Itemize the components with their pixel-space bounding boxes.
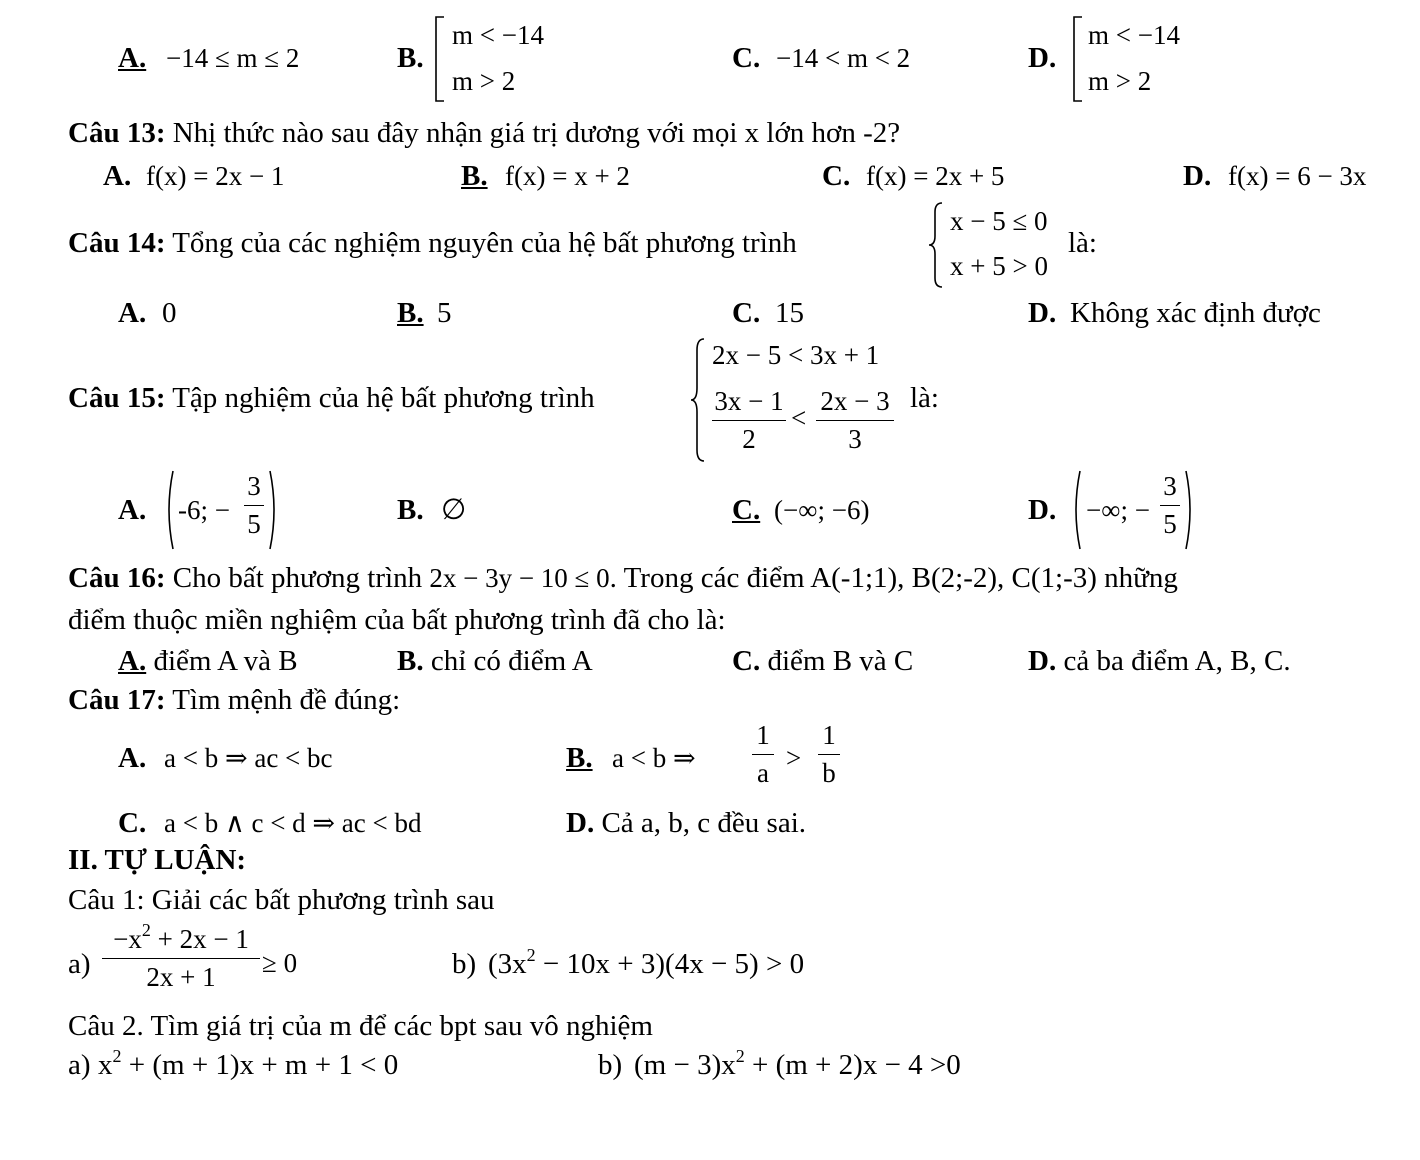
q13-option-a-label: A. bbox=[103, 160, 132, 192]
q17-option-a-text: a < b ⇒ ac < bc bbox=[164, 743, 333, 773]
q15-option-d-numerator: 3 bbox=[1163, 471, 1177, 501]
q15-option-c-text: (−∞; −6) bbox=[774, 495, 870, 525]
q17-option-c-label: C. bbox=[118, 807, 147, 839]
q16-option-d-label: D. bbox=[1028, 645, 1057, 677]
q16-option-b-text: chỉ có điểm A bbox=[430, 645, 593, 677]
essay-q1b-expression: $(3x^2 - 10x + 3)(4x - 5) > 0$ bbox=[488, 945, 805, 980]
q15-option-d-fraction bbox=[1160, 473, 1180, 538]
q16-stem-line2: điểm thuộc miền nghiệm của bất phương trình đã cho là: bbox=[68, 604, 726, 636]
q15-text: Tập nghiệm của hệ bất phương trình bbox=[172, 382, 595, 414]
essay-heading: II. TỰ LUẬN: bbox=[68, 844, 247, 876]
q13-option-c-label: C. bbox=[822, 160, 851, 192]
q14-system-brace bbox=[928, 202, 944, 288]
q15-option-b-text: ∅ bbox=[441, 494, 467, 526]
q16-option-d-text: cả ba điểm A, B, C. bbox=[1063, 645, 1291, 677]
essay-q2b-label: b) bbox=[598, 1049, 623, 1081]
q13-option-c-text: f(x) = 2x + 5 bbox=[866, 161, 1005, 191]
q13-text: Nhị thức nào sau đây nhận giá trị dương với mọi x lớn hơn -2? bbox=[172, 117, 901, 149]
q17-option-a-label: A. bbox=[118, 742, 147, 774]
q16-option-c-text: điểm B và C bbox=[767, 645, 914, 677]
q16-title: Câu 16: bbox=[68, 562, 166, 594]
q12-option-b-label: B. bbox=[397, 42, 424, 74]
q12-option-d-line1: m < −14 bbox=[1088, 20, 1180, 50]
q15-option-d-right-paren bbox=[1184, 470, 1196, 550]
q16-option-c bbox=[732, 647, 913, 676]
q15-option-d-left: −∞; − bbox=[1086, 495, 1150, 525]
q15-option-d-denominator: 5 bbox=[1163, 509, 1177, 539]
q15-relation: < bbox=[791, 403, 807, 433]
essay-q2b-expression: $(m - 3)x^2 + (m + 2)x - 4 >0$ bbox=[634, 1046, 961, 1081]
q15-option-b-label: B. bbox=[397, 494, 424, 526]
q15-option-a-right-paren bbox=[268, 470, 280, 550]
q13-option-d-label: D. bbox=[1183, 160, 1212, 192]
q12-option-d-line2: m > 2 bbox=[1088, 66, 1152, 96]
q12-option-c-label: C. bbox=[732, 42, 761, 74]
q13-option-d-text: f(x) = 6 − 3x bbox=[1228, 161, 1367, 191]
q17-option-b-fraction-1 bbox=[752, 722, 774, 787]
q17-option-c-text: a < b ∧ c < d ⇒ ac < bd bbox=[164, 808, 422, 838]
q12-option-c-text: −14 < m < 2 bbox=[776, 43, 911, 73]
essay-q1-title: Câu 1: Giải các bất phương trình sau bbox=[68, 884, 495, 916]
q15-stem bbox=[68, 384, 595, 413]
essay-q1a-relation: ≥ 0 bbox=[262, 948, 298, 978]
q16-inequality: 2x − 3y − 10 ≤ 0 bbox=[429, 563, 610, 593]
q15-fraction-1-denominator: 2 bbox=[742, 424, 756, 454]
q15-fraction-2 bbox=[816, 388, 894, 453]
q15-fraction-1-numerator: 3x − 1 bbox=[714, 386, 784, 416]
essay-q1b-label: b) bbox=[452, 948, 477, 980]
q15-title: Câu 15: bbox=[68, 382, 166, 414]
essay-q2a-expression: $x^2 + (m + 1)x + m + 1 < 0$ bbox=[98, 1046, 399, 1081]
q16-option-c-label: C. bbox=[732, 645, 761, 677]
q14-system-line2: x + 5 > 0 bbox=[950, 251, 1048, 281]
q14-option-c-text: 15 bbox=[775, 297, 804, 329]
q17-option-b-relation: > bbox=[786, 743, 802, 773]
q17-option-b-denominator-1: a bbox=[757, 758, 769, 788]
q13-title: Câu 13: bbox=[68, 117, 166, 149]
q17-title: Câu 17: bbox=[68, 684, 166, 716]
q16-option-a-label: A. bbox=[118, 645, 147, 677]
q14-option-d-text: Không xác định được bbox=[1070, 297, 1321, 329]
q14-option-d-label: D. bbox=[1028, 297, 1057, 329]
q14-option-b-text: 5 bbox=[437, 297, 452, 329]
q17-option-b-fraction-2 bbox=[818, 722, 840, 787]
q16-option-b bbox=[397, 647, 593, 676]
q13-option-b-label: B. bbox=[461, 160, 488, 192]
essay-q1a-label: a) bbox=[68, 948, 91, 980]
q17-option-b-numerator-1: 1 bbox=[756, 720, 770, 750]
q12-option-b-line1: m < −14 bbox=[452, 20, 544, 50]
q15-suffix: là: bbox=[910, 382, 939, 414]
q15-option-a-denominator: 5 bbox=[247, 509, 261, 539]
q13-option-b-text: f(x) = x + 2 bbox=[505, 161, 630, 191]
q12-option-a-text: −14 ≤ m ≤ 2 bbox=[166, 43, 300, 73]
q15-system-line1: 2x − 5 < 3x + 1 bbox=[712, 340, 880, 370]
q15-option-a-left-paren bbox=[163, 470, 175, 550]
essay-q1a-numerator: $-x^2 + 2x - 1$ bbox=[113, 920, 249, 954]
q14-title: Câu 14: bbox=[68, 227, 166, 259]
essay-q2-title: Câu 2. Tìm giá trị của m để các bpt sau vô nghiệm bbox=[68, 1010, 653, 1042]
q15-option-d-left-paren bbox=[1070, 470, 1082, 550]
q17-text: Tìm mệnh đề đúng: bbox=[172, 684, 401, 716]
q15-fraction-2-denominator: 3 bbox=[848, 424, 862, 454]
q15-option-a-label: A. bbox=[118, 494, 147, 526]
q16-option-a-text: điểm A và B bbox=[153, 645, 298, 677]
q16-option-d bbox=[1028, 647, 1291, 676]
essay-q1a-fraction bbox=[102, 920, 260, 992]
q16-text2: . Trong các điểm A(-1;1), B(2;-2), C(1;-3) những bbox=[609, 562, 1178, 594]
q17-option-d-text: Cả a, b, c đều sai. bbox=[601, 807, 806, 839]
q14-option-a-text: 0 bbox=[162, 297, 177, 329]
q16-stem-line1 bbox=[68, 564, 1178, 593]
q13-stem bbox=[68, 119, 900, 148]
q15-option-a-left: -6; − bbox=[178, 495, 230, 525]
q15-fraction-2-numerator: 2x − 3 bbox=[820, 386, 890, 416]
q17-option-d-label: D. bbox=[566, 807, 595, 839]
q17-option-b-denominator-2: b bbox=[822, 758, 836, 788]
q12-option-a-label: A. bbox=[118, 42, 147, 74]
q16-text1: Cho bất phương trình bbox=[172, 562, 423, 594]
q15-option-a-fraction bbox=[244, 473, 264, 538]
essay-q2a-label: a) bbox=[68, 1049, 91, 1081]
q14-option-b-label: B. bbox=[397, 297, 424, 329]
q15-fraction-1 bbox=[712, 388, 786, 453]
q14-system-line1: x − 5 ≤ 0 bbox=[950, 206, 1048, 236]
q14-option-a-label: A. bbox=[118, 297, 147, 329]
q17-option-d bbox=[566, 809, 806, 838]
q16-option-a bbox=[118, 647, 298, 676]
q17-stem bbox=[68, 686, 400, 715]
q17-option-b-numerator-2: 1 bbox=[822, 720, 836, 750]
q13-option-a-text: f(x) = 2x − 1 bbox=[146, 161, 285, 191]
q12-option-d-bracket bbox=[1072, 16, 1084, 102]
q12-option-d-label: D. bbox=[1028, 42, 1057, 74]
q14-text: Tổng của các nghiệm nguyên của hệ bất phương trình bbox=[172, 227, 797, 259]
q15-option-a-numerator: 3 bbox=[247, 471, 261, 501]
q17-option-b-label: B. bbox=[566, 742, 593, 774]
q17-option-b-left: a < b ⇒ bbox=[612, 743, 696, 773]
q15-option-c-label: C. bbox=[732, 494, 761, 526]
essay-q1a-denominator: 2x + 1 bbox=[146, 962, 216, 992]
q15-system-brace bbox=[690, 338, 706, 462]
q14-option-c-label: C. bbox=[732, 297, 761, 329]
q15-option-d-label: D. bbox=[1028, 494, 1057, 526]
q16-option-b-label: B. bbox=[397, 645, 424, 677]
q12-option-b-bracket bbox=[434, 16, 446, 102]
q14-stem bbox=[68, 229, 797, 258]
q12-option-b-line2: m > 2 bbox=[452, 66, 516, 96]
q14-suffix: là: bbox=[1068, 227, 1097, 259]
